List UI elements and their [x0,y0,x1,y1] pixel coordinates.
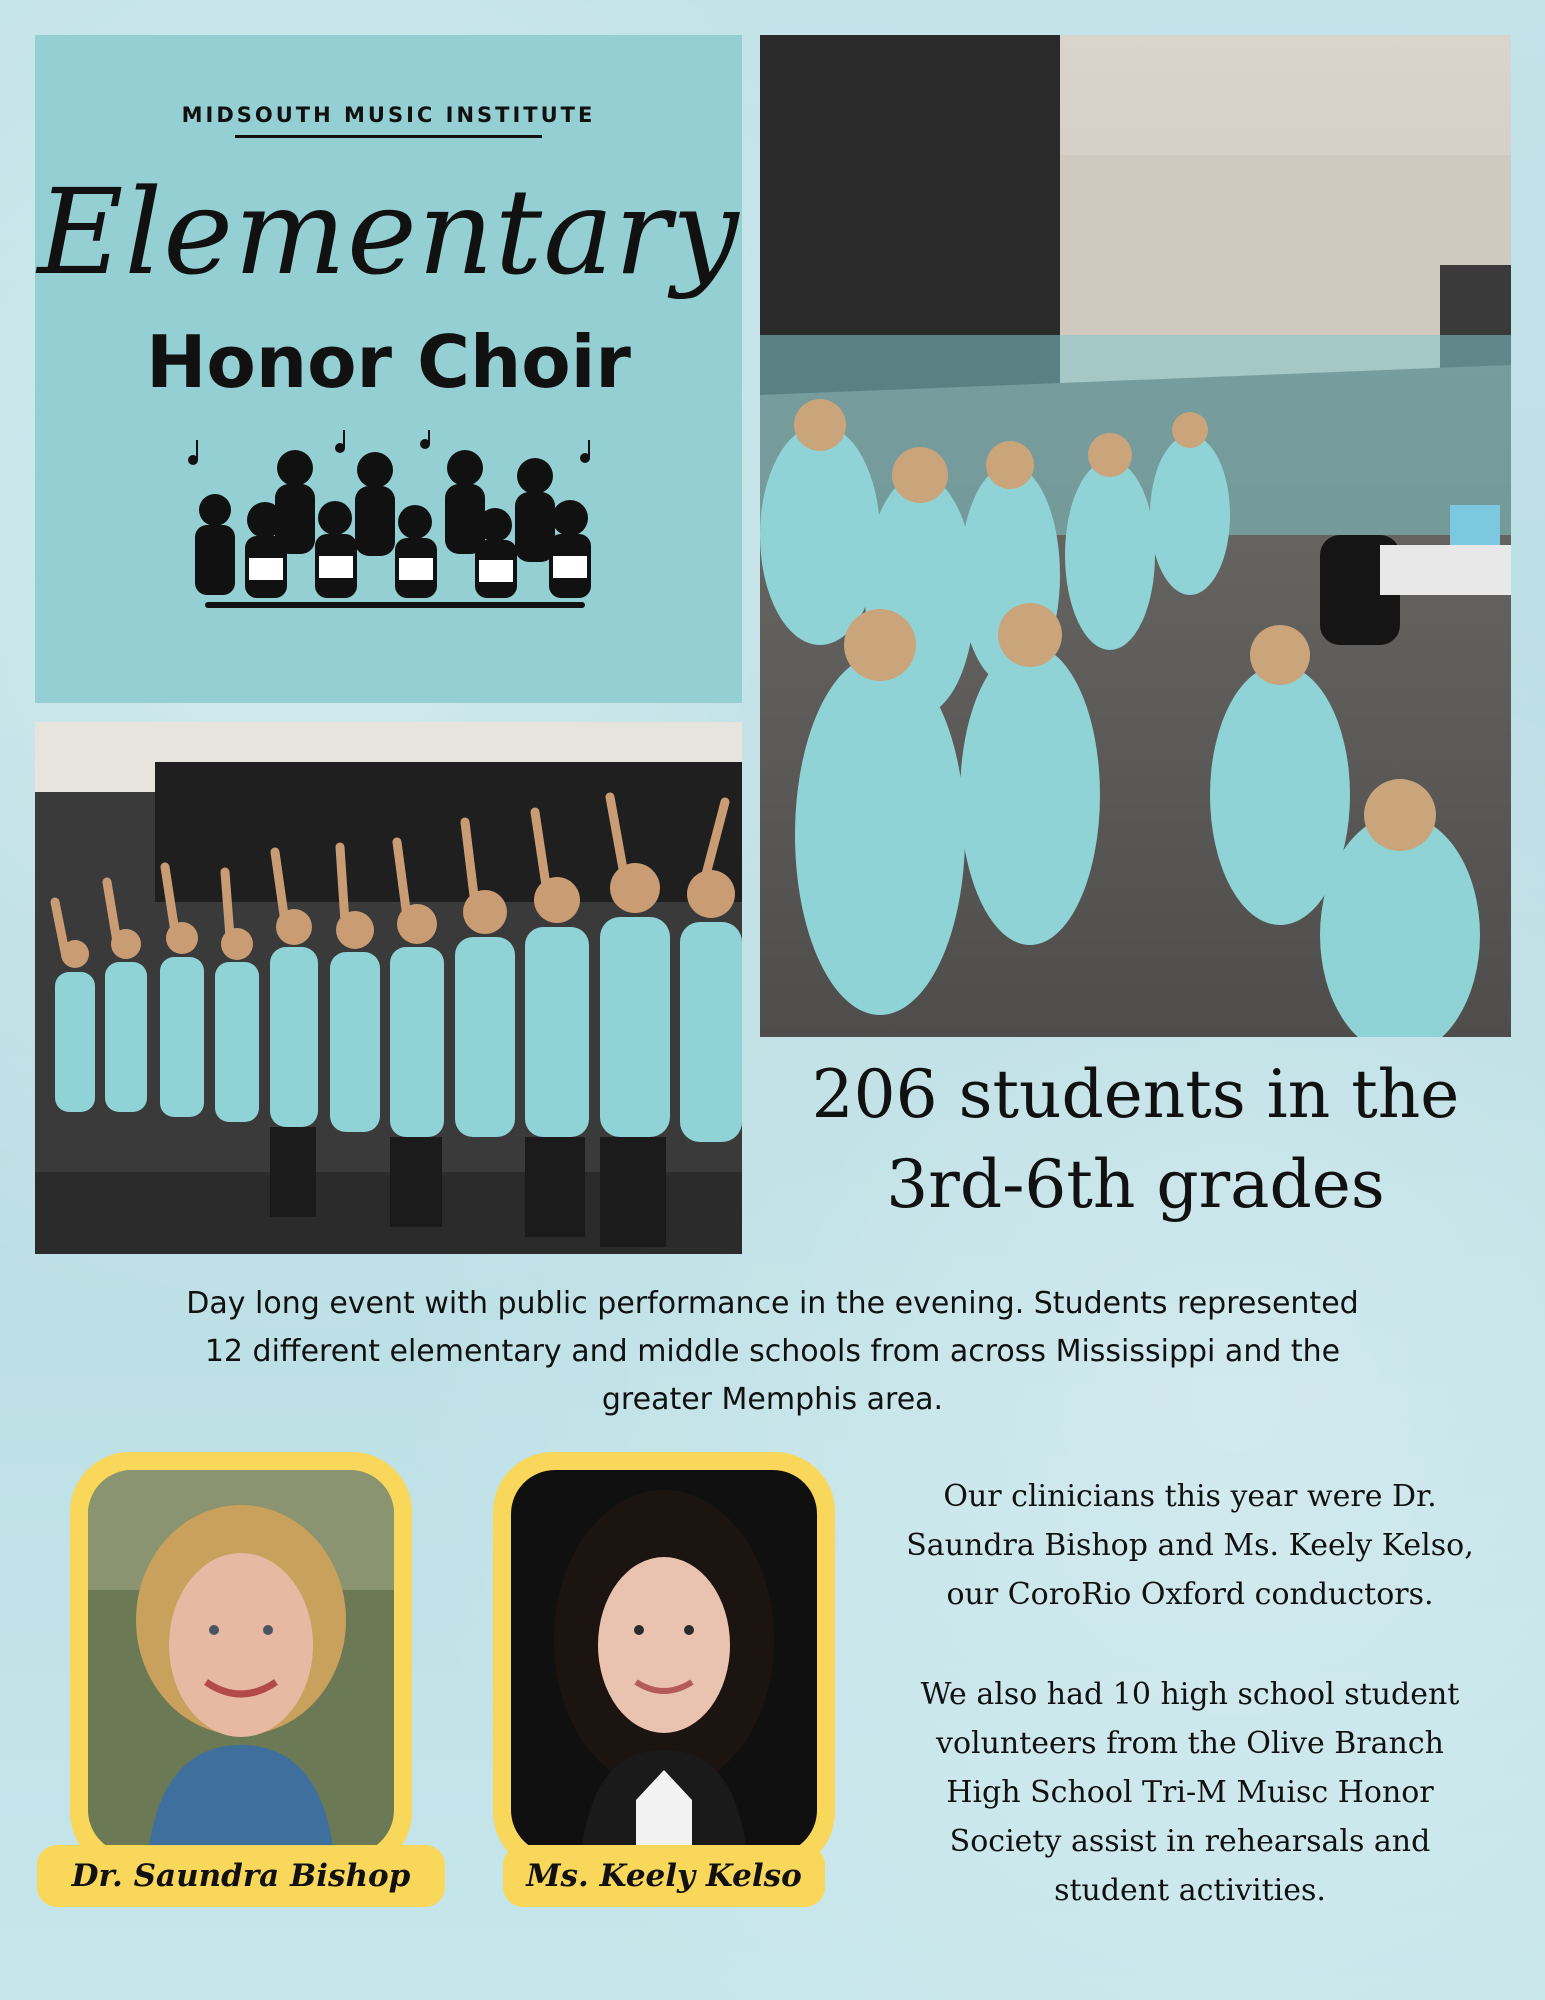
volunteers-line-5: student activities. [1054,1873,1326,1908]
performance-photo [35,722,742,1254]
volunteers-text [870,1670,1510,1915]
description-line-1: Day long event with public performance in the evening. Students represented [186,1286,1359,1321]
volunteers-line-2: volunteers from the Olive Branch [936,1726,1444,1761]
portrait-photo-bishop [88,1470,394,1854]
rehearsal-photo [760,35,1511,1037]
volunteers-line-3: High School Tri-M Muisc Honor [946,1775,1434,1810]
institute-name: MIDSOUTH MUSIC INSTITUTE [181,103,596,127]
logo-script-title: Elementary [37,163,740,301]
volunteers-line-1: We also had 10 high school student [920,1677,1460,1712]
headline-line-2: 3rd-6th grades [886,1146,1385,1223]
logo-bold-title: Honor Choir [146,320,631,404]
clinicians-line-2: Saundra Bishop and Ms. Keely Kelso, [906,1528,1474,1563]
portrait-frame-bishop [70,1452,412,1872]
headline-line-1: 206 students in the [811,1056,1460,1133]
description-line-3: greater Memphis area. [601,1382,944,1417]
volunteers-line-4: Society assist in rehearsals and [949,1824,1431,1859]
name-tag-bishop: Dr. Saundra Bishop [37,1845,445,1907]
description-line-2: 12 different elementary and middle schools from across Mississippi and the [204,1334,1341,1369]
institute-underline [235,135,542,138]
name-tag-kelso: Ms. Keely Kelso [503,1845,825,1907]
portrait-frame-kelso [493,1452,835,1872]
portrait-photo-kelso [511,1470,817,1854]
event-description [40,1280,1505,1424]
headline [760,1050,1511,1230]
clinicians-line-3: our CoroRio Oxford conductors. [946,1577,1434,1612]
clinicians-text [870,1472,1510,1619]
clinicians-line-1: Our clinicians this year were Dr. [943,1479,1437,1514]
logo-panel [35,35,742,703]
choir-silhouette-icon [175,430,605,630]
